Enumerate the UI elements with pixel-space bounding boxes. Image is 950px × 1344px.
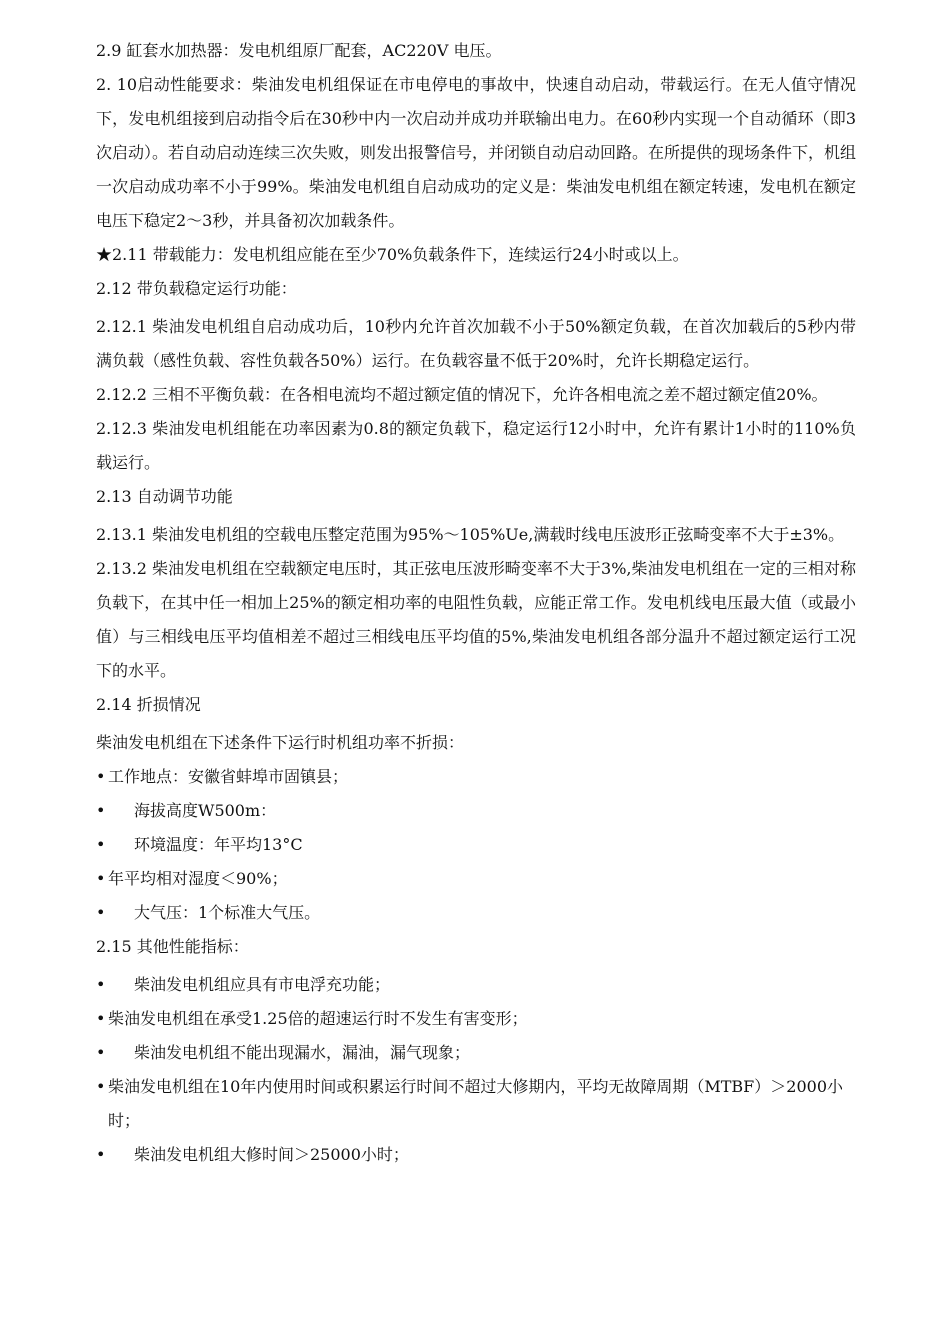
list-item — [96, 1138, 856, 1172]
bullet-mark: • — [96, 903, 106, 922]
list-item-text: 柴油发电机组在10年内使用时间或积累运行时间不超过大修期内，平均无故障周期（MTBF）＞2000小时； — [108, 1077, 843, 1130]
bullet-mark: • — [96, 767, 106, 786]
list-item-text: 工作地点：安徽省蚌埠市固镇县； — [108, 767, 349, 786]
clause-2-14-intro: 柴油发电机组在下述条件下运行时机组功率不折损： — [96, 733, 465, 752]
list-item-text: 年平均相对湿度＜90%； — [108, 869, 288, 888]
list-item — [96, 1002, 856, 1036]
bullet-mark: • — [96, 1043, 106, 1062]
bullet-mark: • — [96, 1077, 106, 1096]
clause-2-13-2: 2.13.2 柴油发电机组在空载额定电压时，其正弦电压波形畸变率不大于3%,柴油发电机组在一定的三相对称负载下，在其中任一相加上25%的额定相功率的电阻性负载，应能正常工作。发电机线电压最大值（或最小值）与三相线电压平均值相差不超过三相线电压平均值的5%,柴油发电机组各部分温升不超过额定运行工况下的水平。 — [96, 559, 856, 680]
clause-2-13-heading: 2.13 自动调节功能 — [96, 487, 233, 506]
derate-conditions-list — [96, 760, 856, 930]
bullet-mark: • — [96, 801, 106, 820]
list-item-text: 海拔高度W500m： — [134, 801, 277, 820]
list-item-text: 柴油发电机组应具有市电浮充功能； — [134, 975, 391, 994]
clause-2-11: ★2.11 带载能力：发电机组应能在至少70%负载条件下，连续运行24小时或以上。 — [96, 245, 689, 264]
list-item-text: 大气压：1个标准大气压。 — [134, 903, 321, 922]
clause-2-15-heading: 2.15 其他性能指标： — [96, 937, 249, 956]
clause-2-12-3: 2.12.3 柴油发电机组能在功率因素为0.8的额定负载下，稳定运行12小时中，允许有累计1小时的110%负载运行。 — [96, 419, 856, 472]
list-item — [96, 1070, 856, 1138]
list-item-text: 环境温度：年平均13°C — [134, 835, 303, 854]
bullet-mark: • — [96, 835, 106, 854]
bullet-mark: • — [96, 869, 106, 888]
list-item — [96, 862, 856, 896]
bullet-mark: • — [96, 1009, 106, 1028]
clause-2-14-heading: 2.14 折损情况 — [96, 695, 201, 714]
document-page — [96, 34, 856, 1172]
list-item-text: 柴油发电机组在承受1.25倍的超速运行时不发生有害变形； — [108, 1009, 528, 1028]
other-performance-list — [96, 968, 856, 1172]
clause-2-12-2: 2.12.2 三相不平衡负载：在各相电流均不超过额定值的情况下，允许各相电流之差不超过额定值20%。 — [96, 385, 828, 404]
list-item — [96, 794, 856, 828]
clause-2-13-1: 2.13.1 柴油发电机组的空载电压整定范围为95%〜105%Ue,满载时线电压波形正弦畸变率不大于±3%。 — [96, 525, 845, 544]
clause-2-12-1: 2.12.1 柴油发电机组自启动成功后，10秒内允许首次加载不小于50%额定负载，在首次加载后的5秒内带满负载（感性负载、容性负载各50%）运行。在负载容量不低于20%时，允许长期稳定运行。 — [96, 317, 856, 370]
bullet-mark: • — [96, 1145, 106, 1164]
bullet-mark: • — [96, 975, 106, 994]
list-item-text: 柴油发电机组大修时间＞25000小时； — [134, 1145, 409, 1164]
list-item — [96, 828, 856, 862]
clause-2-10: 2. 10启动性能要求：柴油发电机组保证在市电停电的事故中，快速自动启动，带载运行。在无人值守情况下，发电机组接到启动指令后在30秒中内一次启动并成功并联输出电力。在60秒内实现一个自动循环（即3次启动）。若自动启动连续三次失败，则发出报警信号，并闭锁自动启动回路。在所提供的现场条件下，机组一次启动成功率不小于99%。柴油发电机组自启动成功的定义是：柴油发电机组在额定转速，发电机在额定电压下稳定2〜3秒，并具备初次加载条件。 — [96, 75, 857, 230]
clause-2-12-heading: 2.12 带负载稳定运行功能： — [96, 279, 297, 298]
clause-2-9: 2.9 缸套水加热器：发电机组原厂配套，AC220V 电压。 — [96, 41, 502, 60]
list-item — [96, 896, 856, 930]
list-item — [96, 968, 856, 1002]
list-item-text: 柴油发电机组不能出现漏水，漏油，漏气现象； — [134, 1043, 471, 1062]
list-item — [96, 1036, 856, 1070]
list-item — [96, 760, 856, 794]
